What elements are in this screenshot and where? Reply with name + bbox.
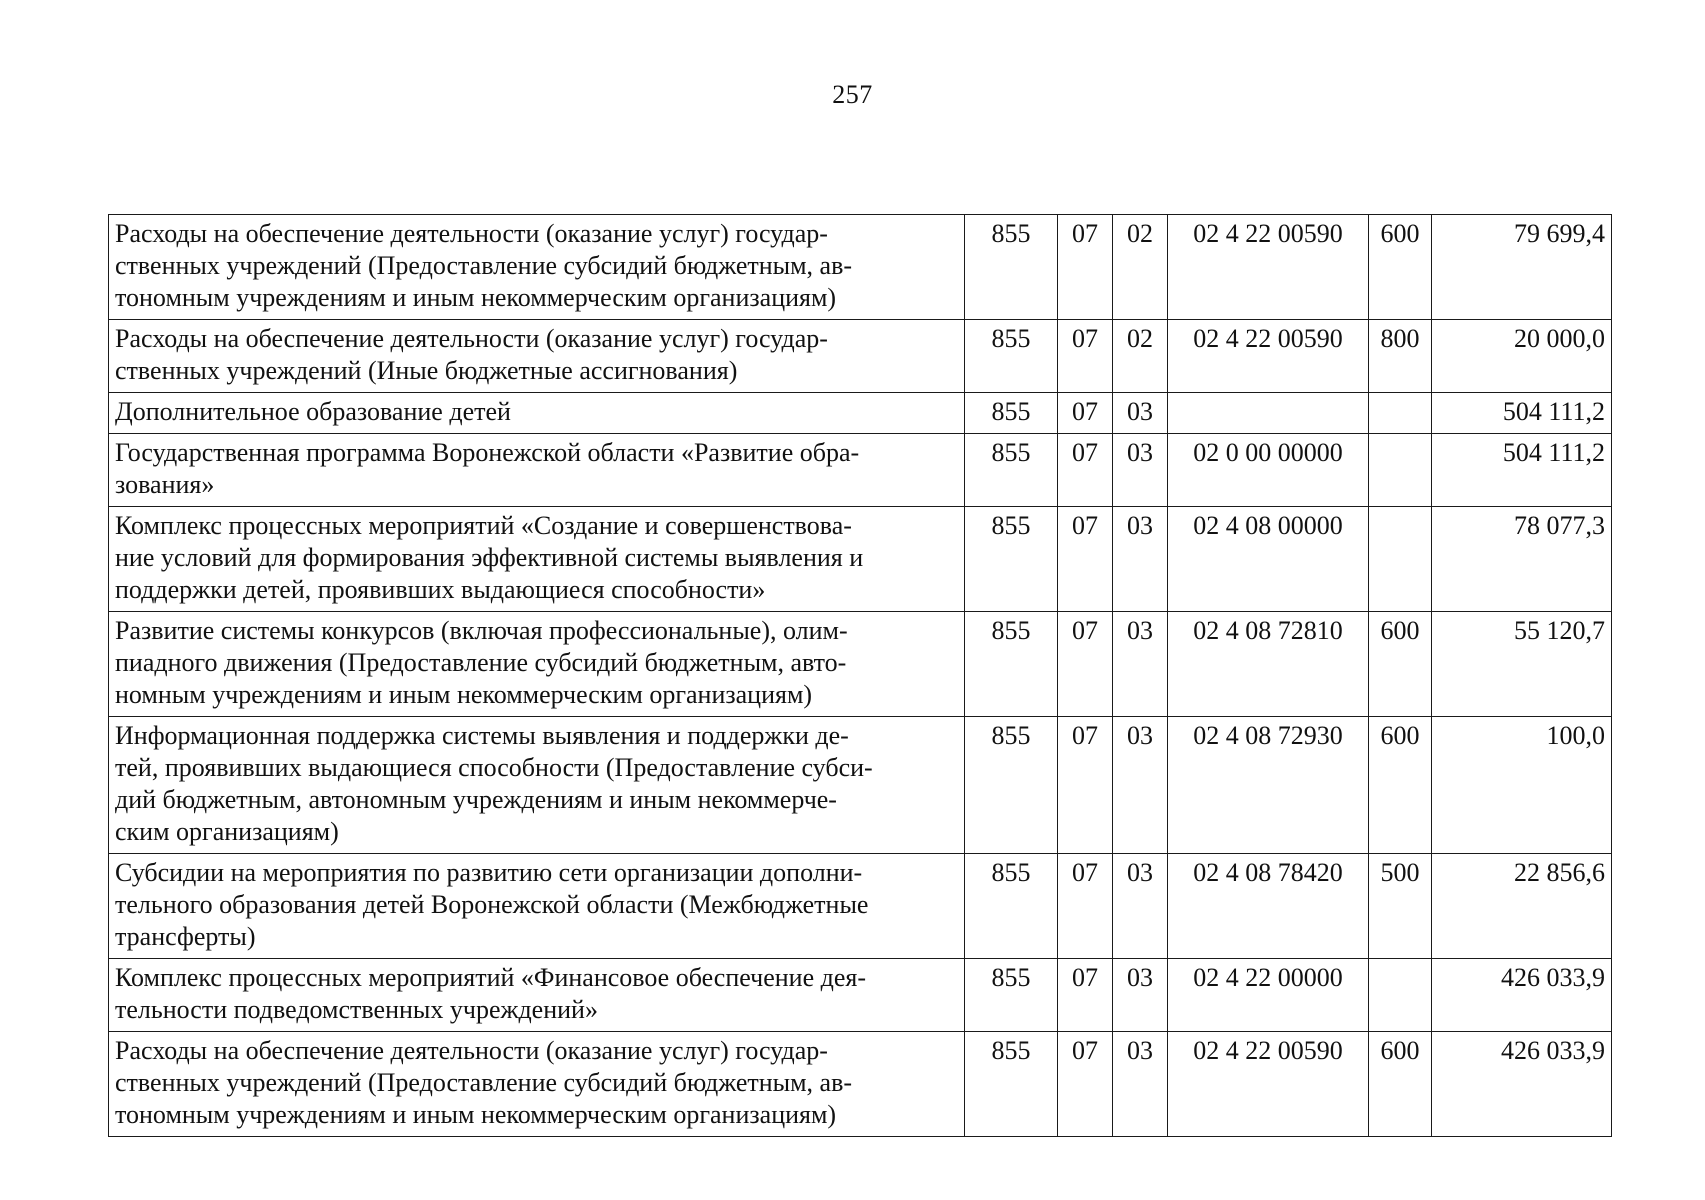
expense-type-code-cell: 500	[1369, 854, 1432, 959]
table-row	[109, 612, 1612, 717]
table-row	[109, 1032, 1612, 1137]
grbs-code-cell: 855	[965, 717, 1058, 854]
grbs-code-cell: 855	[965, 959, 1058, 1032]
page-number: 257	[832, 80, 873, 109]
expense-name-line: Развитие системы конкурсов (включая профессиональные), олим-	[115, 616, 848, 645]
expense-type-code-cell: 600	[1369, 1032, 1432, 1137]
amount-cell: 78 077,3	[1432, 507, 1612, 612]
grbs-code-cell: 855	[965, 434, 1058, 507]
expense-name-line: Расходы на обеспечение деятельности (оказание услуг) государ-	[115, 324, 828, 353]
grbs-code-cell: 855	[965, 1032, 1058, 1137]
table-row	[109, 215, 1612, 320]
expense-name-cell	[109, 320, 965, 393]
expense-name-cell	[109, 215, 965, 320]
section-code-cell: 07	[1058, 854, 1113, 959]
amount-cell: 55 120,7	[1432, 612, 1612, 717]
expense-name-cell	[109, 507, 965, 612]
subsection-code-cell: 03	[1113, 612, 1168, 717]
expense-name-line: тономным учреждениям и иным некоммерческим организациям)	[115, 283, 837, 312]
expense-name-cell	[109, 1032, 965, 1137]
expense-name-line: Информационная поддержка системы выявления и поддержки де-	[115, 721, 849, 750]
table-row	[109, 717, 1612, 854]
expense-type-code-cell: 600	[1369, 612, 1432, 717]
section-code-cell: 07	[1058, 215, 1113, 320]
target-article-code-cell: 02 4 08 78420	[1168, 854, 1369, 959]
amount-cell: 504 111,2	[1432, 434, 1612, 507]
expense-type-code-cell	[1369, 507, 1432, 612]
section-code-cell: 07	[1058, 612, 1113, 717]
expense-name-line: Комплекс процессных мероприятий «Финансовое обеспечение дея-	[115, 963, 867, 992]
table-row	[109, 393, 1612, 434]
subsection-code-cell: 03	[1113, 959, 1168, 1032]
expense-name-line: Расходы на обеспечение деятельности (оказание услуг) государ-	[115, 219, 828, 248]
expense-name-line: тономным учреждениям и иным некоммерческим организациям)	[115, 1100, 837, 1129]
grbs-code-cell: 855	[965, 393, 1058, 434]
expense-name-cell	[109, 434, 965, 507]
expense-name-line: ственных учреждений (Иные бюджетные ассигнования)	[115, 356, 738, 385]
amount-cell: 20 000,0	[1432, 320, 1612, 393]
expense-name-line: ским организациям)	[115, 817, 339, 846]
expense-name-line: Субсидии на мероприятия по развитию сети организации дополни-	[115, 858, 863, 887]
amount-cell: 79 699,4	[1432, 215, 1612, 320]
subsection-code-cell: 02	[1113, 215, 1168, 320]
expense-name-cell	[109, 612, 965, 717]
amount-cell: 22 856,6	[1432, 854, 1612, 959]
section-code-cell: 07	[1058, 320, 1113, 393]
target-article-code-cell: 02 4 22 00590	[1168, 320, 1369, 393]
grbs-code-cell: 855	[965, 215, 1058, 320]
expense-type-code-cell	[1369, 959, 1432, 1032]
target-article-code-cell: 02 4 22 00590	[1168, 215, 1369, 320]
table-body	[109, 215, 1612, 1137]
section-code-cell: 07	[1058, 1032, 1113, 1137]
table-row	[109, 507, 1612, 612]
table-row	[109, 320, 1612, 393]
expense-name-line: тей, проявивших выдающиеся способности (Предоставление субси-	[115, 753, 873, 782]
amount-cell: 100,0	[1432, 717, 1612, 854]
expense-name-line: ние условий для формирования эффективной системы выявления и	[115, 543, 864, 572]
expense-name-line: зования»	[115, 470, 215, 499]
expense-name-cell	[109, 854, 965, 959]
expense-name-cell	[109, 717, 965, 854]
expense-name-line: ственных учреждений (Предоставление субсидий бюджетным, ав-	[115, 251, 853, 280]
grbs-code-cell: 855	[965, 507, 1058, 612]
subsection-code-cell: 02	[1113, 320, 1168, 393]
subsection-code-cell: 03	[1113, 507, 1168, 612]
expense-name-cell	[109, 393, 965, 434]
target-article-code-cell: 02 4 08 72930	[1168, 717, 1369, 854]
expense-name-line: номным учреждениям и иным некоммерческим организациям)	[115, 680, 813, 709]
expense-type-code-cell	[1369, 434, 1432, 507]
target-article-code-cell: 02 4 22 00000	[1168, 959, 1369, 1032]
expense-name-line: поддержки детей, проявивших выдающиеся способности»	[115, 575, 766, 604]
subsection-code-cell: 03	[1113, 717, 1168, 854]
expense-name-line: тельного образования детей Воронежской области (Межбюджетные	[115, 890, 869, 919]
section-code-cell: 07	[1058, 434, 1113, 507]
grbs-code-cell: 855	[965, 612, 1058, 717]
expense-type-code-cell	[1369, 393, 1432, 434]
budget-table	[108, 214, 1612, 1137]
subsection-code-cell: 03	[1113, 1032, 1168, 1137]
subsection-code-cell: 03	[1113, 393, 1168, 434]
target-article-code-cell: 02 4 08 00000	[1168, 507, 1369, 612]
target-article-code-cell: 02 0 00 00000	[1168, 434, 1369, 507]
expense-name-line: Государственная программа Воронежской области «Развитие обра-	[115, 438, 860, 467]
expense-name-line: ственных учреждений (Предоставление субсидий бюджетным, ав-	[115, 1068, 853, 1097]
expense-type-code-cell: 600	[1369, 215, 1432, 320]
target-article-code-cell: 02 4 22 00590	[1168, 1032, 1369, 1137]
amount-cell: 426 033,9	[1432, 959, 1612, 1032]
grbs-code-cell: 855	[965, 854, 1058, 959]
expense-name-line: дий бюджетным, автономным учреждениям и иным некоммерче-	[115, 785, 837, 814]
target-article-code-cell: 02 4 08 72810	[1168, 612, 1369, 717]
expense-name-cell	[109, 959, 965, 1032]
grbs-code-cell: 855	[965, 320, 1058, 393]
expense-type-code-cell: 800	[1369, 320, 1432, 393]
subsection-code-cell: 03	[1113, 854, 1168, 959]
table-row	[109, 434, 1612, 507]
section-code-cell: 07	[1058, 717, 1113, 854]
expense-name-line: Расходы на обеспечение деятельности (оказание услуг) государ-	[115, 1036, 828, 1065]
amount-cell: 426 033,9	[1432, 1032, 1612, 1137]
expense-name-line: трансферты)	[115, 922, 256, 951]
subsection-code-cell: 03	[1113, 434, 1168, 507]
expense-name-line: тельности подведомственных учреждений»	[115, 995, 598, 1024]
expense-name-line: Дополнительное образование детей	[115, 397, 511, 426]
expense-type-code-cell: 600	[1369, 717, 1432, 854]
expense-name-line: пиадного движения (Предоставление субсидий бюджетным, авто-	[115, 648, 847, 677]
table-row	[109, 854, 1612, 959]
section-code-cell: 07	[1058, 393, 1113, 434]
target-article-code-cell	[1168, 393, 1369, 434]
expense-name-line: Комплекс процессных мероприятий «Создание и совершенствова-	[115, 511, 852, 540]
section-code-cell: 07	[1058, 507, 1113, 612]
amount-cell: 504 111,2	[1432, 393, 1612, 434]
section-code-cell: 07	[1058, 959, 1113, 1032]
table-row	[109, 959, 1612, 1032]
